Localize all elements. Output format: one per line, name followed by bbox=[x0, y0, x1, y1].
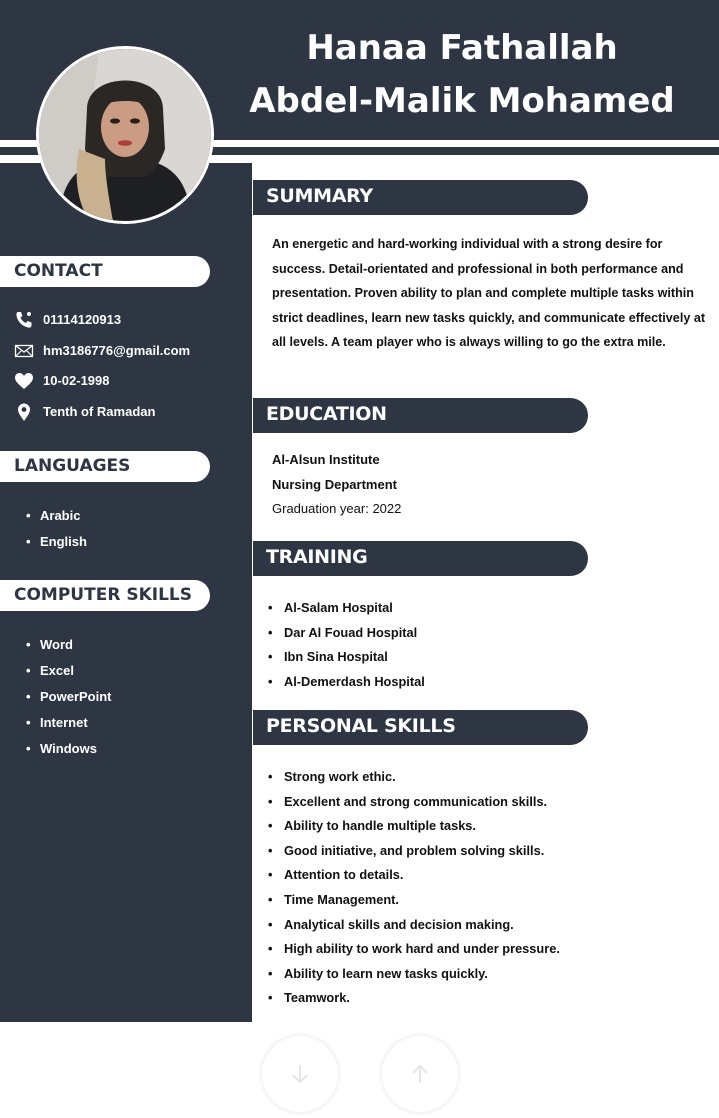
education-department: Nursing Department bbox=[272, 477, 397, 492]
education-heading: EDUCATION bbox=[253, 398, 588, 433]
summary-text: An energetic and hard-working individual with a strong desire for success. Detail-orientated and professional in both performance and presentation. Proven ability to plan and complete multiple tasks within strict deadlines, learn new tasks quickly, and communicate effectively at all levels. A team player who is always willing to go the extra mile. bbox=[272, 237, 706, 350]
language-item: • English bbox=[26, 529, 87, 555]
training-heading: TRAINING bbox=[253, 541, 588, 576]
computer-skill-item: • Windows bbox=[26, 736, 112, 762]
scroll-down-button[interactable] bbox=[262, 1036, 338, 1112]
education-institute: Al-Alsun Institute bbox=[272, 452, 380, 467]
personal-skill-item: • Analytical skills and decision making. bbox=[268, 913, 560, 938]
personal-skills-heading: PERSONAL SKILLS bbox=[253, 710, 588, 745]
location: Tenth of Ramadan bbox=[43, 404, 156, 419]
computer-skill-item: • Word bbox=[26, 632, 112, 658]
profile-photo bbox=[36, 46, 214, 224]
personal-skills-list bbox=[268, 765, 560, 1011]
training-item: • Al-Demerdash Hospital bbox=[268, 670, 425, 695]
sidebar bbox=[0, 163, 252, 1022]
training-list bbox=[268, 596, 425, 695]
personal-skill-item: • High ability to work hard and under pressure. bbox=[268, 937, 560, 962]
phone-number: 01114120913 bbox=[43, 312, 122, 327]
training-item: • Ibn Sina Hospital bbox=[268, 645, 425, 670]
personal-skill-item: • Ability to learn new tasks quickly. bbox=[268, 962, 560, 987]
personal-skill-item: • Strong work ethic. bbox=[268, 765, 560, 790]
name-line-2: Abdel-Malik Mohamed bbox=[249, 81, 675, 121]
personal-skill-item: • Time Management. bbox=[268, 888, 560, 913]
languages-heading: LANGUAGES bbox=[0, 451, 210, 482]
arrow-down-icon bbox=[288, 1062, 312, 1086]
name-line-1: Hanaa Fathallah bbox=[306, 28, 618, 68]
personal-skill-item: • Excellent and strong communication skills. bbox=[268, 790, 560, 815]
personal-skill-item: • Good initiative, and problem solving skills. bbox=[268, 839, 560, 864]
computer-skill-item: • Internet bbox=[26, 710, 112, 736]
personal-skill-item: • Teamwork. bbox=[268, 986, 560, 1011]
personal-skill-item: • Ability to handle multiple tasks. bbox=[268, 814, 560, 839]
language-item: • Arabic bbox=[26, 503, 87, 529]
envelope-icon bbox=[14, 341, 34, 361]
computer-skills-list bbox=[26, 632, 112, 762]
computer-skill-item: • Excel bbox=[26, 658, 112, 684]
training-item: • Al-Salam Hospital bbox=[268, 596, 425, 621]
birthdate: 10-02-1998 bbox=[43, 373, 110, 388]
arrow-up-icon bbox=[408, 1062, 432, 1086]
location-pin-icon bbox=[14, 402, 34, 422]
heart-icon bbox=[14, 371, 34, 391]
email-address: hm3186776@gmail.com bbox=[43, 343, 191, 358]
scroll-up-button[interactable] bbox=[382, 1036, 458, 1112]
computer-skill-item: • PowerPoint bbox=[26, 684, 112, 710]
languages-list bbox=[26, 503, 87, 555]
computer-skills-heading: COMPUTER SKILLS bbox=[0, 580, 210, 611]
personal-skill-item: • Attention to details. bbox=[268, 863, 560, 888]
education-graduation: Graduation year: 2022 bbox=[272, 501, 402, 516]
training-item: • Dar Al Fouad Hospital bbox=[268, 621, 425, 646]
summary-heading: SUMMARY bbox=[253, 180, 588, 215]
profile-photo-illustration bbox=[39, 49, 211, 221]
phone-icon bbox=[14, 310, 34, 330]
contact-heading: CONTACT bbox=[0, 256, 210, 287]
